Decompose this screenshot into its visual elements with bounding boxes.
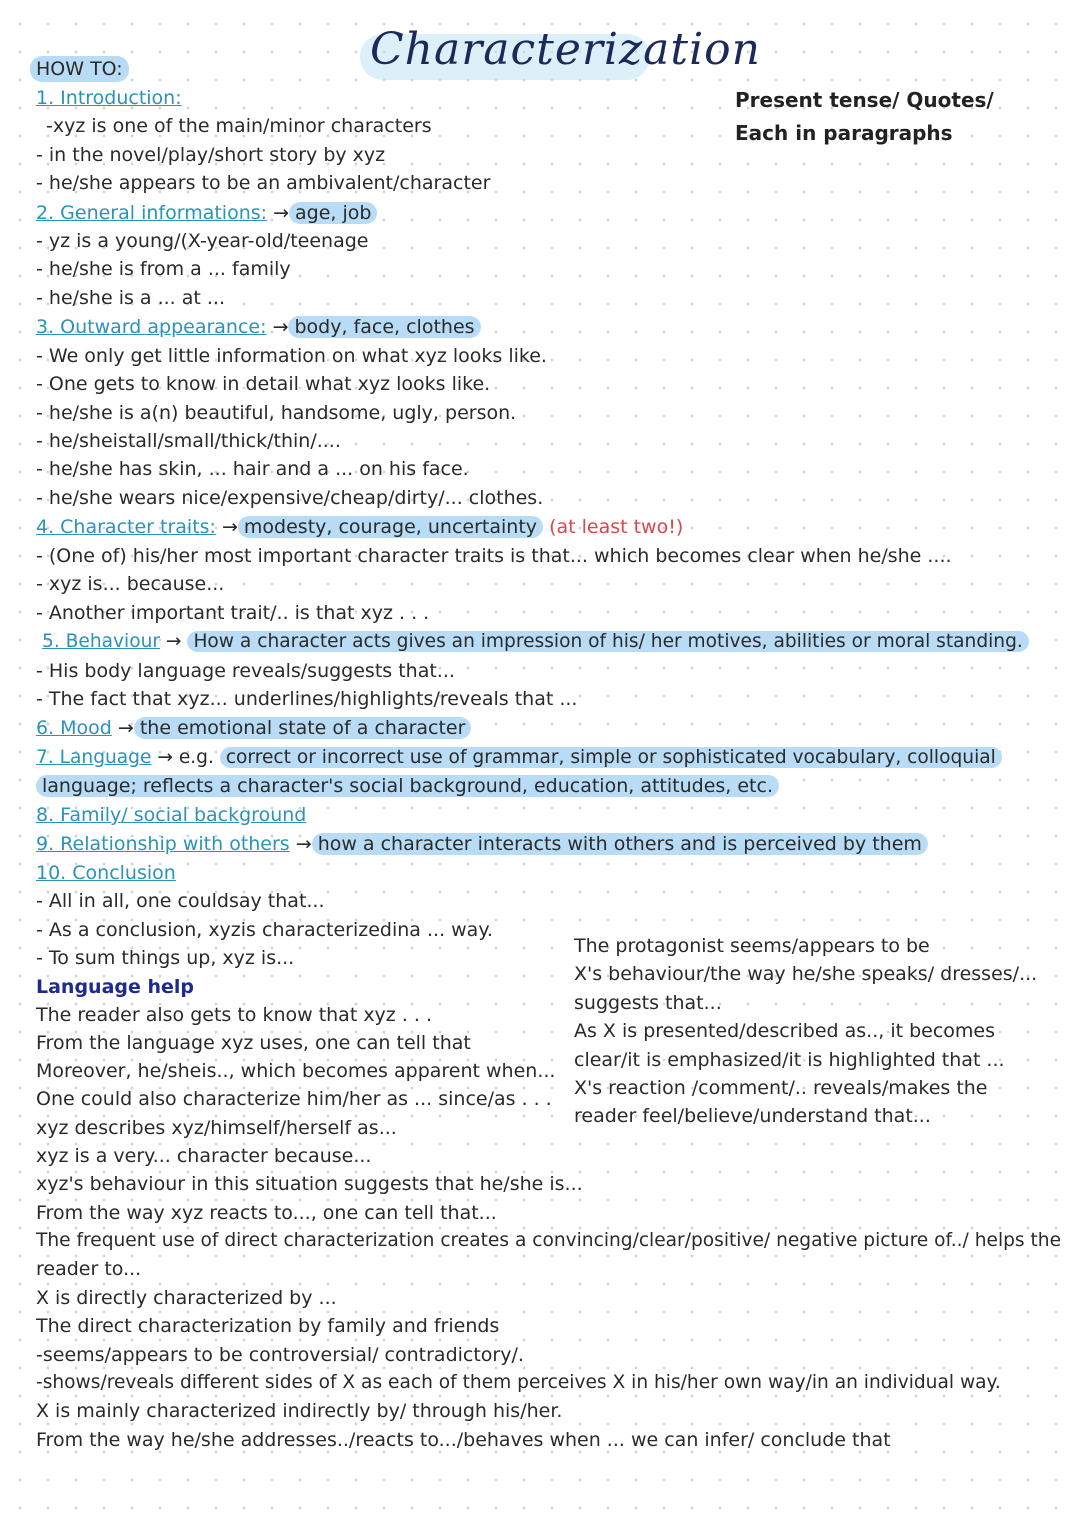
- text-line: - One gets to know in detail what xyz looks like.: [36, 373, 491, 395]
- text-line: From the way he/she addresses../reacts to.../behaves when ... we can infer/ conclude that: [36, 1429, 891, 1451]
- text-line: - he/she is from a ... family: [36, 258, 291, 280]
- text-line: As X is presented/described as.., it becomes: [574, 1020, 996, 1043]
- section-5-heading: 5. Behaviour → How a character acts gives an impression of his/ her motives, abilities or moral standing.: [42, 630, 1029, 654]
- section-9-heading: 9. Relationship with others → how a character interacts with others and is perceived by them: [36, 832, 928, 856]
- text-line: - All in all, one couldsay that...: [36, 890, 325, 912]
- text-line: xyz describes xyz/himself/herself as...: [36, 1117, 397, 1139]
- text-line: -xyz is one of the main/minor characters: [46, 115, 432, 137]
- text-line: From the language xyz uses, one can tell that: [36, 1032, 471, 1054]
- text-line: -seems/appears to be controversial/ contradictory/.: [36, 1344, 524, 1366]
- text-line: X's behaviour/the way he/she speaks/ dresses/...: [574, 963, 1038, 986]
- text-line: - he/she wears nice/expensive/cheap/dirty/... clothes.: [36, 487, 544, 509]
- section-8-heading: 8. Family/ social background: [36, 804, 307, 826]
- text-line: - he/she is a ... at ...: [36, 287, 226, 309]
- howto-label: HOW TO:: [30, 56, 129, 82]
- side-note: [735, 84, 994, 150]
- text-line: Moreover, he/sheis.., which becomes apparent when...: [36, 1060, 556, 1082]
- text-line: - His body language reveals/suggests that...: [36, 660, 455, 682]
- text-line: - Another important trait/.. is that xyz . . .: [36, 602, 430, 624]
- section-4-heading: 4. Character traits: → modesty, courage, uncertainty (at least two!): [36, 516, 684, 538]
- text-line: The reader also gets to know that xyz . . .: [36, 1004, 433, 1026]
- section-6-heading: 6. Mood → the emotional state of a character: [36, 716, 471, 740]
- text-line: - he/sheistall/small/thick/thin/....: [36, 430, 341, 452]
- text-line: The protagonist seems/appears to be: [574, 935, 930, 957]
- section-7-heading: 7. Language → e.g. correct or incorrect use of grammar, simple or sophisticated vocabulary, colloquial: [36, 746, 1002, 770]
- text-line: The direct characterization by family and friends: [36, 1315, 500, 1337]
- section-2-heading: 2. General informations: → age, job: [36, 201, 377, 225]
- text-line: reader to...: [36, 1258, 142, 1280]
- text-line: - yz is a young/(X-year-old/teenage: [36, 230, 369, 252]
- page-title: Characterization: [370, 24, 761, 75]
- text-line: X is directly characterized by ...: [36, 1287, 337, 1309]
- text-line: xyz's behaviour in this situation suggests that he/she is...: [36, 1173, 583, 1195]
- text-line: clear/it is emphasized/it is highlighted that ...: [574, 1048, 1005, 1071]
- text-line: - As a conclusion, xyzis characterizedina ... way.: [36, 919, 493, 941]
- text-line: -shows/reveals different sides of X as each of them perceives X in his/her own way/in an individual way.: [36, 1372, 1001, 1393]
- text-line: language; reflects a character's social background, education, attitudes, etc.: [36, 774, 779, 798]
- section-10-heading: 10. Conclusion: [36, 862, 176, 884]
- text-line: X's reaction /comment/.. reveals/makes the: [574, 1077, 988, 1100]
- text-line: - he/she is a(n) beautiful, handsome, ugly, person.: [36, 402, 517, 424]
- text-line: - he/she appears to be an ambivalent/character: [36, 172, 491, 194]
- text-line: X is mainly characterized indirectly by/ through his/her.: [36, 1400, 563, 1422]
- side-note-line: Present tense/ Quotes/: [735, 88, 994, 112]
- section-3-heading: 3. Outward appearance: → body, face, clothes: [36, 315, 481, 339]
- text-line: - The fact that xyz... underlines/highlights/reveals that ...: [36, 688, 578, 710]
- text-line: - We only get little information on what xyz looks like.: [36, 345, 547, 367]
- text-line: One could also characterize him/her as ... since/as . . .: [36, 1088, 552, 1110]
- text-line: - he/she has skin, ... hair and a ... on his face.: [36, 458, 469, 480]
- section-1-heading: 1. Introduction:: [36, 87, 182, 109]
- language-help-side: [574, 932, 1037, 1131]
- language-help-heading: Language help: [36, 976, 195, 998]
- text-line: - (One of) his/her most important character traits is that... which becomes clear when he/she ....: [36, 545, 952, 567]
- text-line: - To sum things up, xyz is...: [36, 947, 295, 969]
- side-note-line: Each in paragraphs: [735, 121, 953, 145]
- text-line: - in the novel/play/short story by xyz: [36, 144, 386, 166]
- text-line: xyz is a very... character because...: [36, 1145, 372, 1167]
- text-line: reader feel/believe/understand that...: [574, 1105, 931, 1128]
- text-line: From the way xyz reacts to..., one can tell that...: [36, 1202, 497, 1224]
- text-line: suggests that...: [574, 991, 722, 1014]
- text-line: The frequent use of direct characterization creates a convincing/clear/positive/ negative picture of../ helps the: [36, 1230, 1062, 1251]
- text-line: - xyz is... because...: [36, 573, 225, 595]
